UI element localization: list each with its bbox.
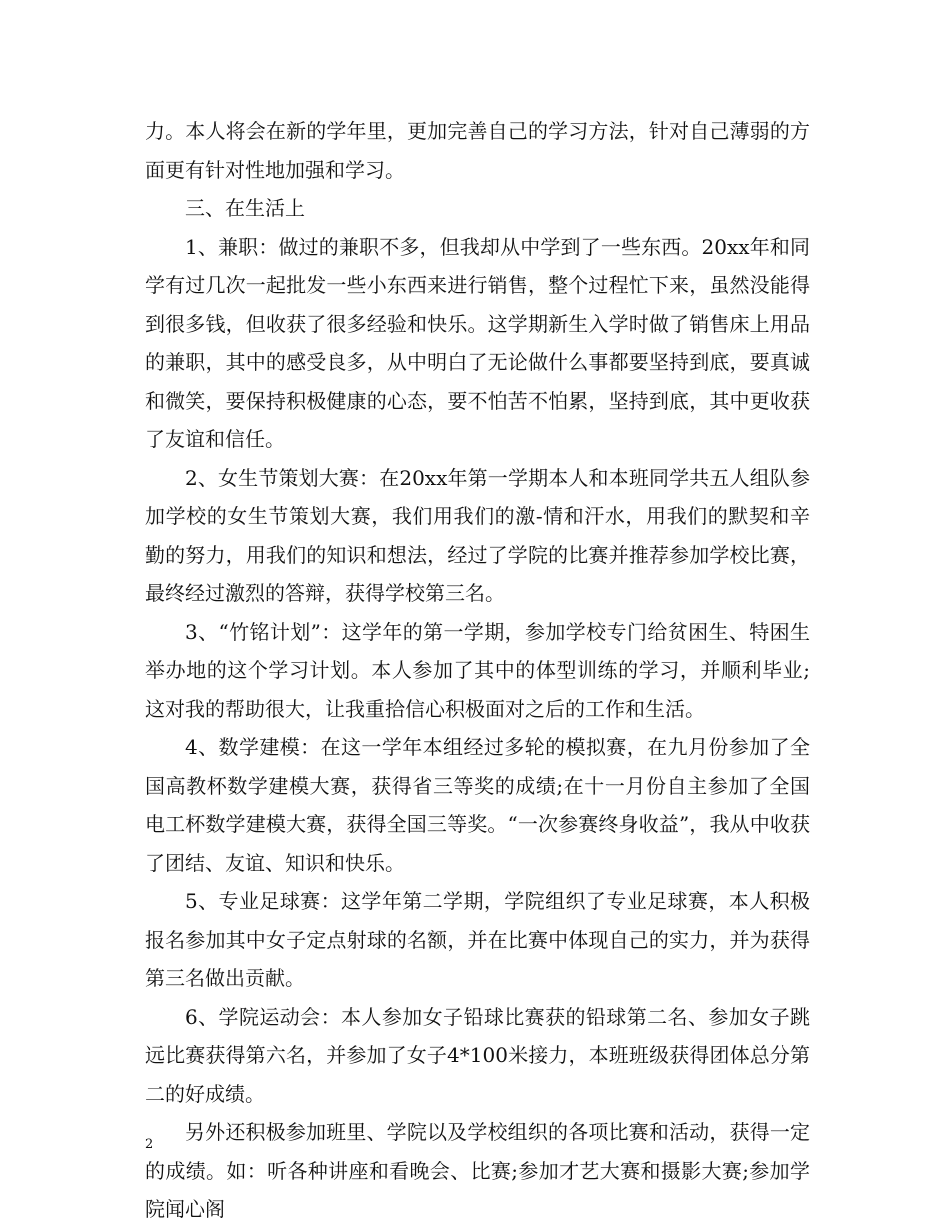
document-body — [145, 112, 810, 1229]
section-heading-life: 三、在生活上 — [185, 196, 305, 220]
paragraph-zhuming-plan: 3、“竹铭计划”：这学年的第一学期，参加学校专门给贫困生、特困生举办地的这个学习计划。本人参加了其中的体型训练的学习，并顺利毕业;这对我的帮助很大，让我重拾信心积极面对之后的工作和生活。 — [145, 619, 810, 721]
paragraph-other-activities: 另外还积极参加班里、学院以及学校组织的各项比赛和活动，获得一定的成绩。如：听各种讲座和看晚会、比赛;参加才艺大赛和摄影大赛;参加学院闻心阁 — [145, 1120, 810, 1221]
paragraph-planning-contest: 2、女生节策划大赛：在20xx年第一学期本人和本班同学共五人组队参加学校的女生节策划大赛，我们用我们的激-情和汗水，用我们的默契和辛勤的努力，用我们的知识和想法，经过了学院的比赛并推荐参加学校比赛，最终经过激烈的答辩，获得学校第三名。 — [145, 465, 810, 605]
page-number: 2 — [145, 1137, 154, 1152]
paragraph-continuation: 力。本人将会在新的学年里，更加完善自己的学习方法，针对自己薄弱的方面更有针对性地加强和学习。 — [145, 119, 810, 182]
paragraph-math-modeling: 4、数学建模：在这一学年本组经过多轮的模拟赛，在九月份参加了全国高教杯数学建模大赛，获得省三等奖的成绩;在十一月份自主参加了全国电工杯数学建模大赛，获得全国三等奖。“一次参赛终身收益”，我从中收获了团结、友谊、知识和快乐。 — [145, 735, 810, 875]
paragraph-sports-meet: 6、学院运动会：本人参加女子铅球比赛获的铅球第二名、参加女子跳远比赛获得第六名，并参加了女子4*100米接力，本班班级获得团体总分第二的好成绩。 — [145, 1004, 810, 1106]
paragraph-football-match: 5、专业足球赛：这学年第二学期，学院组织了专业足球赛，本人积极报名参加其中女子定点射球的名额，并在比赛中体现自己的实力，并为获得第三名做出贡献。 — [145, 889, 810, 990]
paragraph-part-time-job: 1、兼职：做过的兼职不多，但我却从中学到了一些东西。20xx年和同学有过几次一起批发一些小东西来进行销售，整个过程忙下来，虽然没能得到很多钱，但收获了很多经验和快乐。这学期新生入学时做了销售床上用品的兼职，其中的感受良多，从中明白了无论做什么事都要坚持到底，要真诚和微笑，要保持积极健康的心态，要不怕苦不怕累，坚持到底，其中更收获了友谊和信任。 — [145, 234, 810, 451]
